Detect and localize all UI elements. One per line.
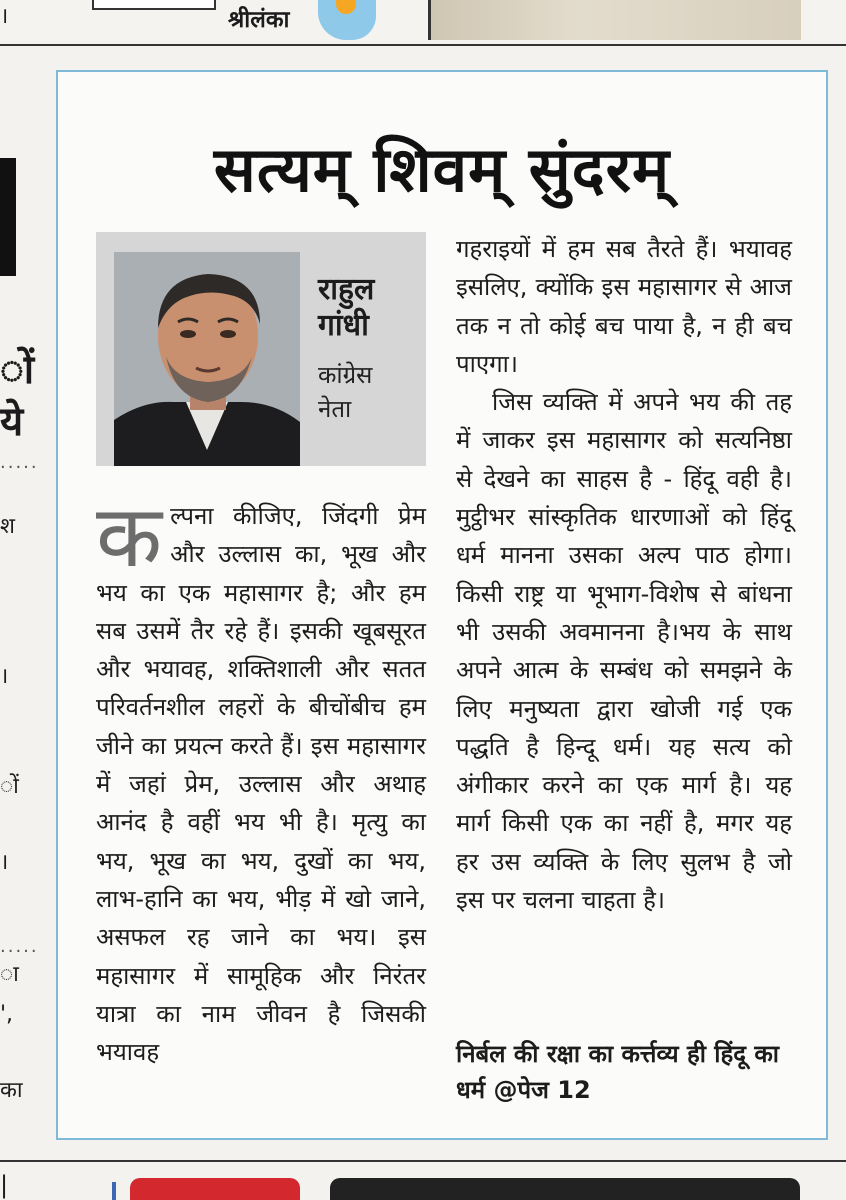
left-column-text: ल्पना कीजिए, जिंदगी प्रेम और उल्लास का, भूख और भय का एक महासागर है; और हम सब उसमें तैर रहे हैं। इसकी खूबसूरत और भयावह, शक्तिशाली और सतत परिवर्तनशील लहरों के बीचोंबीच हम जीने का प्रयत्न करते हैं। इस महासागर में जहां प्रेम, उल्लास और अथाह आनंद है वहीं भय भी है। मृत्यु का भय, भूख का भय, दुखों का भय, लाभ-हानि का भय, भीड़ में खो जाने, असफल रह जाने का भय। इस महासागर में सामूहिक और निरंतर यात्रा का नाम जीवन है जिसकी भयावह [96,502,426,1067]
author-name [318,272,374,344]
author-photo-drawing [114,252,300,466]
author-role [318,358,372,426]
author-role-line: कांग्रेस [318,361,373,389]
drop-cap: क [96,487,163,587]
left-dots: ..... [0,452,39,473]
left-fragment: । [0,664,9,689]
bottom-dark-headline [330,1178,800,1200]
top-rule [0,44,846,46]
top-left-fragment: । [0,4,9,29]
continuation-reference[interactable]: निर्बल की रक्षा का कर्त्तव्य ही हिंदू का धर्म @पेज 12 [456,1040,779,1104]
bottom-left-fragment: | [0,1171,9,1199]
top-box [92,0,216,10]
bottom-rule [0,1160,846,1162]
top-country-label: श्रीलंका [228,7,290,33]
left-dots: ..... [0,936,39,957]
bottom-red-headline [130,1178,300,1200]
left-column [96,487,426,1071]
left-column-fragment [0,48,46,1158]
author-name-line: गांधी [318,308,369,343]
author-photo [114,252,300,466]
left-fragment: ों [0,774,19,799]
left-fragment-glyph [0,158,16,276]
right-paragraph-2: जिस व्यक्ति में अपने भय की तह में जाकर इस महासागर को सत्यनिष्ठा से देखने का साहस है - हिंदू वही है। मुट्ठीभर सांस्कृतिक धारणाओं को हिंदू धर्म मानना उसका अल्प पाठ होगा। किसी राष्ट्र या भूभाग-विशेष से बांधना भी उसकी अवमानना है।भय के साथ अपने आत्म के सम्बंध को समझने के लिए मनुष्यता द्वारा खोजी गई एक पद्धति है हिन्दू धर्म। यह सत्य को अंगीकार करने का एक मार्ग है। यह मार्ग किसी एक का नहीं है, मगर यह हर उस व्यक्ति के लिए सुलभ है जो इस पर चलना चाहता है। [456,388,792,915]
right-column [456,230,792,919]
left-fragment: ', [0,1002,14,1027]
byline-box [96,232,426,466]
headline: सत्यम् शिवम् सुंदरम् [213,133,671,206]
top-photo [428,0,801,40]
left-fragment: श [0,514,15,539]
left-fragment: ा [0,962,19,987]
right-paragraph-1: गहराइयों में हम सब तैरते हैं। भयावह इसलिए, क्योंकि इस महासागर से आज तक न तो कोई बच पाया है, न ही बच पाएगा। [456,235,792,378]
left-fragment: ये [0,399,24,445]
left-fragment: ों [0,347,35,393]
article-frame [56,70,828,1140]
bottom-accent-bar [112,1182,116,1200]
author-role-line: नेता [318,395,352,423]
author-name-line: राहुल [318,272,375,307]
top-strip [0,0,846,44]
left-fragment: । [0,850,9,875]
left-fragment: का [0,1078,23,1103]
